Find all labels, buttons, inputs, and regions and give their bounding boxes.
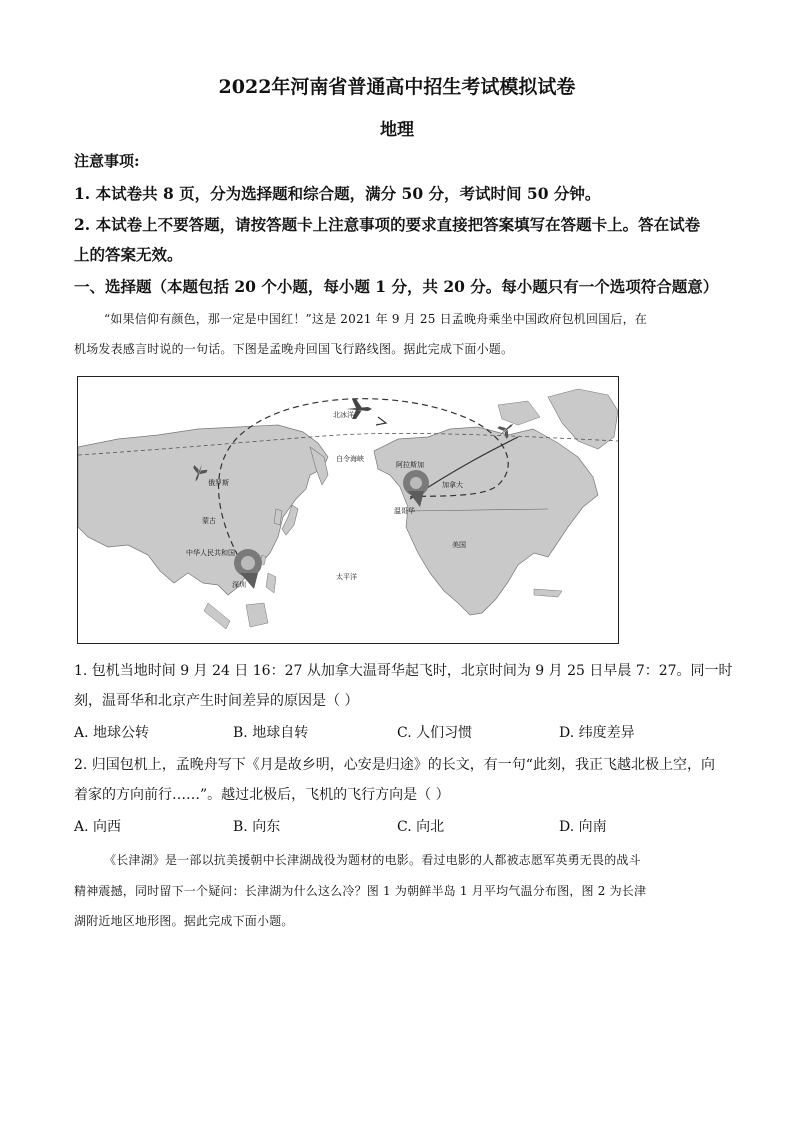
q1-option-d[interactable]: D. 纬度差异	[559, 725, 635, 741]
arctic-islands-shape	[498, 401, 540, 425]
passage2-line2: 精神震撼，同时留下一个疑问：长津湖为什么这么冷？图 1 为朝鲜半岛 1 月平均气温分布图，图 2 为长津	[74, 884, 647, 898]
q2-option-b[interactable]: B. 向东	[233, 819, 281, 835]
passage2-line3: 湖附近地区地形图。据此完成下面小题。	[74, 914, 294, 928]
notes-heading: 注意事项:	[74, 152, 140, 170]
passage1-line1: “如果信仰有颜色，那一定是中国红！”这是 2021 年 9 月 25 日孟晚舟乘坐中国政府包机回国后，在	[104, 312, 648, 326]
q2-option-c[interactable]: C. 向北	[397, 819, 445, 835]
q1-option-b[interactable]: B. 地球自转	[233, 725, 309, 741]
label-mongolia: 蒙古	[202, 517, 216, 525]
section-heading: 一、选择题（本题包括 20 个小题，每小题 1 分，共 20 分。每小题只有一个选项符合题意）	[74, 277, 719, 296]
q2-option-a[interactable]: A. 向西	[74, 819, 122, 835]
q2-line1: 2. 归国包机上，孟晚舟写下《月是故乡明，心安是归途》的长文，有一句“此刻，我正飞越北极上空，向	[74, 757, 715, 773]
q2-line2: 着家的方向前行……”。越过北极后，飞机的飞行方向是（ ）	[74, 787, 450, 803]
passage1-line2: 机场发表感言时说的一句话。下图是孟晚舟回国飞行路线图。据此完成下面小题。	[74, 342, 514, 356]
label-china: 中华人民共和国	[186, 549, 235, 557]
note-item-2-line2: 上的答案无效。	[74, 245, 183, 264]
borneo-shape	[246, 603, 268, 627]
map-svg	[78, 377, 618, 643]
label-usa: 美国	[452, 541, 466, 549]
q1-line2: 刻，温哥华和北京产生时间差异的原因是（ ）	[74, 693, 359, 709]
label-arctic: 北冰洋	[333, 411, 354, 419]
note-item-1: 1. 本试卷共 8 页，分为选择题和综合题，满分 50 分，考试时间 50 分钟。	[74, 184, 601, 203]
subject-title: 地理	[380, 120, 414, 140]
note-item-2-line1: 2. 本试卷上不要答题，请按答题卡上注意事项的要求直接把答案填写在答题卡上。答在试卷	[74, 215, 701, 234]
sumatra-shape	[204, 603, 230, 629]
label-russia: 俄罗斯	[208, 479, 229, 487]
flight-route-map	[77, 376, 619, 644]
q1-option-a[interactable]: A. 地球公转	[74, 725, 150, 741]
passage2-line1: 《长津湖》是一部以抗美援朝中长津湖战役为题材的电影。看过电影的人都被志愿军英勇无畏的战斗	[104, 853, 641, 867]
exam-title: 2022年河南省普通高中招生考试模拟试卷	[218, 76, 576, 98]
greenland-shape	[548, 389, 618, 449]
q1-line1: 1. 包机当地时间 9 月 24 日 16：27 从加拿大温哥华起飞时，北京时间为 9 月 25 日早晨 7：27。同一时	[74, 663, 733, 679]
cuba-shape	[534, 589, 562, 597]
label-pacific: 太平洋	[336, 573, 357, 581]
q2-option-d[interactable]: D. 向南	[559, 819, 607, 835]
label-shenzhen: 深圳	[232, 581, 246, 589]
label-bering: 白令海峡	[336, 455, 364, 463]
north-america-shape	[374, 427, 598, 615]
philippines-shape	[266, 573, 276, 593]
label-canada: 加拿大	[442, 481, 463, 489]
label-vancouver: 温哥华	[394, 507, 415, 515]
label-alaska: 阿拉斯加	[396, 461, 424, 469]
route-arrow	[376, 417, 386, 425]
q1-option-c[interactable]: C. 人们习惯	[397, 725, 473, 741]
